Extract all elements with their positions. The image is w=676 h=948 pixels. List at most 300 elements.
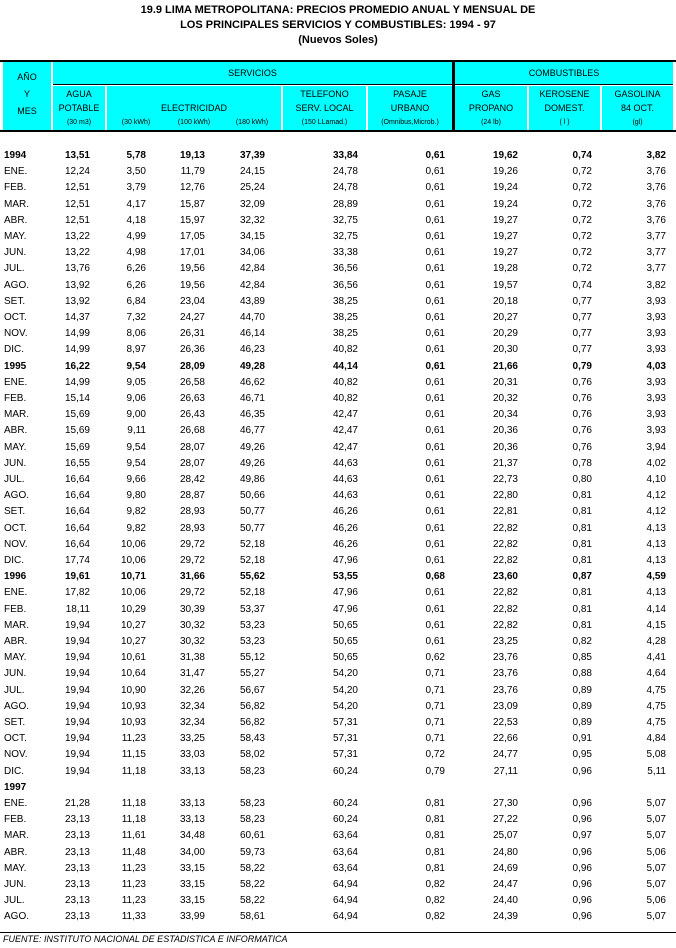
cell-elec-180: 32,09 bbox=[239, 198, 265, 210]
cell-mes: MAY. bbox=[4, 231, 27, 242]
cell-pasaje: 0,61 bbox=[425, 360, 445, 372]
cell-gasolina: 4,13 bbox=[646, 587, 666, 599]
cell-telefono: 46,26 bbox=[332, 522, 358, 534]
cell-elec-30: 8,97 bbox=[126, 344, 146, 356]
cell-elec-180: 49,26 bbox=[239, 457, 265, 469]
cell-agua: 23,13 bbox=[64, 895, 90, 907]
cell-elec-30: 9,00 bbox=[126, 409, 146, 421]
cell-kerosene: 0,96 bbox=[572, 862, 592, 874]
cell-elec-30: 9,80 bbox=[126, 490, 146, 502]
cell-pasaje: 0,61 bbox=[425, 182, 445, 194]
cell-elec-100: 32,26 bbox=[179, 684, 205, 696]
table-row bbox=[0, 148, 676, 164]
cell-mes: AGO. bbox=[4, 911, 30, 923]
cell-gas: 20,27 bbox=[492, 312, 518, 323]
cell-elec-180: 52,18 bbox=[239, 587, 265, 599]
cell-elec-100: 32,34 bbox=[179, 700, 205, 712]
header-gasolina bbox=[602, 86, 673, 130]
table-row bbox=[0, 537, 676, 553]
cell-agua: 23,13 bbox=[64, 879, 90, 890]
cell-elec-180: 25,24 bbox=[239, 182, 265, 194]
cell-gas: 22,66 bbox=[492, 733, 518, 745]
cell-pasaje: 0,61 bbox=[425, 263, 445, 275]
header-pasaje-unit: (Omnibus,Microb.) bbox=[381, 119, 439, 126]
cell-kerosene: 0,76 bbox=[572, 393, 592, 404]
cell-gasolina: 3,93 bbox=[646, 328, 666, 340]
header-agua-line2: POTABLE bbox=[58, 103, 100, 113]
cell-gas: 27,22 bbox=[492, 814, 518, 826]
cell-agua: 23,13 bbox=[64, 814, 90, 826]
table-row bbox=[0, 780, 676, 796]
cell-mes: JUL. bbox=[4, 684, 25, 696]
cell-elec-30: 10,27 bbox=[120, 619, 146, 631]
cell-telefono: 60,24 bbox=[332, 798, 358, 809]
cell-elec-100: 33,13 bbox=[179, 765, 205, 777]
cell-mes: ABR. bbox=[4, 214, 28, 226]
cell-gas: 20,32 bbox=[492, 393, 518, 404]
cell-agua: 16,64 bbox=[64, 474, 90, 485]
cell-telefono: 24,78 bbox=[332, 166, 358, 178]
cell-kerosene: 0,72 bbox=[572, 182, 592, 194]
cell-mes: MAY. bbox=[4, 441, 27, 453]
cell-telefono: 46,26 bbox=[332, 538, 358, 550]
table-row bbox=[0, 294, 676, 310]
cell-agua: 19,94 bbox=[64, 717, 90, 728]
cell-telefono: 33,84 bbox=[332, 150, 358, 161]
cell-elec-30: 9,82 bbox=[126, 506, 146, 518]
cell-pasaje: 0,61 bbox=[425, 555, 445, 566]
cell-gas: 19,26 bbox=[492, 166, 518, 178]
cell-gas: 19,27 bbox=[492, 231, 518, 242]
cell-elec-30: 4,99 bbox=[126, 231, 146, 242]
cell-pasaje: 0,61 bbox=[425, 344, 445, 356]
cell-agua: 14,37 bbox=[64, 312, 90, 323]
cell-elec-30: 7,32 bbox=[126, 312, 146, 323]
cell-gasolina: 5,07 bbox=[646, 879, 666, 890]
cell-elec-180: 58,23 bbox=[239, 798, 265, 809]
cell-kerosene: 0,91 bbox=[572, 733, 592, 745]
cell-elec-100: 33,13 bbox=[179, 798, 205, 809]
cell-pasaje: 0,81 bbox=[425, 814, 445, 826]
cell-elec-100: 28,07 bbox=[179, 441, 205, 453]
cell-elec-180: 34,15 bbox=[239, 231, 265, 242]
cell-elec-30: 10,06 bbox=[120, 538, 146, 550]
cell-agua: 17,82 bbox=[64, 587, 90, 599]
cell-telefono: 28,89 bbox=[332, 198, 358, 210]
cell-telefono: 64,94 bbox=[332, 911, 358, 923]
cell-agua: 19,94 bbox=[64, 733, 90, 745]
table-row bbox=[0, 828, 676, 844]
cell-elec-30: 9,54 bbox=[126, 457, 146, 469]
table-row bbox=[0, 245, 676, 261]
cell-gas: 23,76 bbox=[492, 668, 518, 680]
title-line-2: LOS PRINCIPALES SERVICIOS Y COMBUSTIBLES: 1994 - 97 bbox=[180, 19, 496, 31]
header-ker-unit: ( l ) bbox=[559, 119, 570, 126]
cell-telefono: 44,63 bbox=[332, 457, 358, 469]
cell-elec-100: 33,13 bbox=[179, 814, 205, 826]
cell-gas: 22,82 bbox=[492, 555, 518, 566]
cell-mes: ABR. bbox=[4, 846, 28, 858]
cell-elec-100: 15,97 bbox=[179, 214, 205, 226]
cell-pasaje: 0,79 bbox=[425, 765, 445, 777]
table-row bbox=[0, 715, 676, 731]
cell-mes: FEB. bbox=[4, 603, 27, 615]
cell-elec-100: 33,99 bbox=[179, 911, 205, 923]
table-row bbox=[0, 877, 676, 893]
cell-agua: 12,51 bbox=[64, 182, 90, 194]
table-row bbox=[0, 812, 676, 828]
cell-pasaje: 0,72 bbox=[425, 749, 445, 761]
cell-gasolina: 4,84 bbox=[646, 733, 666, 745]
cell-telefono: 42,47 bbox=[332, 441, 358, 453]
cell-mes: 1996 bbox=[4, 571, 27, 583]
cell-elec-180: 53,23 bbox=[239, 619, 265, 631]
header-gas-line1: GAS bbox=[481, 89, 501, 99]
cell-elec-30: 10,06 bbox=[120, 587, 146, 599]
cell-mes: FEB. bbox=[4, 182, 27, 194]
cell-telefono: 40,82 bbox=[332, 376, 358, 388]
header-agua-line1: AGUA bbox=[66, 89, 92, 99]
cell-gas: 22,82 bbox=[492, 603, 518, 615]
cell-telefono: 40,82 bbox=[332, 344, 358, 356]
cell-gasolina: 3,93 bbox=[646, 425, 666, 437]
cell-kerosene: 0,77 bbox=[572, 344, 592, 356]
cell-elec-30: 11,18 bbox=[121, 814, 146, 826]
cell-gas: 21,37 bbox=[492, 457, 518, 469]
header-section-divider bbox=[452, 60, 455, 132]
cell-gas: 23,60 bbox=[492, 571, 518, 583]
cell-kerosene: 0,81 bbox=[572, 506, 592, 518]
header-gas-unit: (24 lb) bbox=[481, 119, 501, 126]
cell-mes: JUL. bbox=[4, 895, 25, 907]
cell-telefono: 50,65 bbox=[332, 636, 358, 647]
cell-elec-100: 26,31 bbox=[179, 328, 205, 340]
cell-agua: 19,94 bbox=[64, 668, 90, 680]
cell-elec-30: 9,54 bbox=[126, 441, 146, 453]
cell-pasaje: 0,61 bbox=[425, 587, 445, 599]
cell-agua: 13,22 bbox=[64, 247, 90, 259]
table-row bbox=[0, 585, 676, 601]
cell-agua: 16,64 bbox=[64, 522, 90, 534]
cell-mes: MAR. bbox=[4, 409, 29, 421]
cell-elec-100: 33,15 bbox=[179, 862, 205, 874]
cell-elec-180: 46,62 bbox=[239, 376, 265, 388]
cell-gasolina: 3,93 bbox=[646, 376, 666, 388]
header-tel-line2: SERV. LOCAL bbox=[295, 103, 354, 113]
cell-elec-100: 19,13 bbox=[179, 150, 205, 161]
cell-kerosene: 0,96 bbox=[572, 879, 592, 890]
cell-mes: DIC. bbox=[4, 555, 24, 566]
cell-telefono: 36,56 bbox=[332, 279, 358, 291]
table-row bbox=[0, 602, 676, 618]
cell-gas: 22,82 bbox=[492, 538, 518, 550]
cell-kerosene: 0,77 bbox=[572, 312, 592, 323]
cell-gasolina: 4,13 bbox=[646, 555, 666, 566]
cell-agua: 23,13 bbox=[64, 862, 90, 874]
cell-kerosene: 0,80 bbox=[572, 474, 592, 485]
cell-gasolina: 5,06 bbox=[646, 895, 666, 907]
cell-gasolina: 3,76 bbox=[646, 214, 666, 226]
cell-gas: 20,36 bbox=[492, 441, 518, 453]
cell-pasaje: 0,71 bbox=[425, 700, 445, 712]
cell-gasolina: 4,13 bbox=[646, 538, 666, 550]
cell-pasaje: 0,82 bbox=[425, 911, 445, 923]
cell-kerosene: 0,81 bbox=[572, 538, 592, 550]
cell-kerosene: 0,76 bbox=[572, 441, 592, 453]
cell-kerosene: 0,81 bbox=[572, 603, 592, 615]
cell-pasaje: 0,71 bbox=[425, 733, 445, 745]
cell-gasolina: 4,14 bbox=[646, 603, 666, 615]
cell-mes: DIC. bbox=[4, 765, 24, 777]
header-gasol-line1: GASOLINA bbox=[614, 89, 661, 99]
cell-elec-30: 11,33 bbox=[121, 911, 146, 923]
cell-mes: ABR. bbox=[4, 636, 28, 647]
cell-mes: NOV. bbox=[4, 538, 28, 550]
cell-pasaje: 0,61 bbox=[425, 474, 445, 485]
header-mes: MES bbox=[17, 106, 37, 116]
cell-gasolina: 5,06 bbox=[646, 846, 666, 858]
cell-elec-100: 28,07 bbox=[179, 457, 205, 469]
cell-elec-180: 58,02 bbox=[239, 749, 265, 761]
cell-mes: FEB. bbox=[4, 393, 27, 404]
cell-elec-180: 46,23 bbox=[239, 344, 265, 356]
title-line-3: (Nuevos Soles) bbox=[298, 34, 378, 46]
cell-pasaje: 0,61 bbox=[425, 603, 445, 615]
cell-gas: 20,31 bbox=[492, 376, 518, 388]
cell-gas: 22,82 bbox=[492, 619, 518, 631]
table-row bbox=[0, 456, 676, 472]
cell-telefono: 64,94 bbox=[332, 895, 358, 907]
cell-gas: 24,39 bbox=[492, 911, 518, 923]
cell-agua: 13,76 bbox=[64, 263, 90, 275]
cell-agua: 17,74 bbox=[64, 555, 90, 566]
cell-elec-180: 50,77 bbox=[239, 522, 265, 534]
cell-telefono: 42,47 bbox=[332, 425, 358, 437]
cell-agua: 23,13 bbox=[64, 911, 90, 923]
cell-telefono: 32,75 bbox=[332, 214, 358, 226]
cell-gas: 19,28 bbox=[492, 263, 518, 275]
cell-elec-100: 33,15 bbox=[179, 895, 205, 907]
cell-telefono: 50,65 bbox=[332, 652, 358, 664]
cell-pasaje: 0,61 bbox=[425, 198, 445, 210]
cell-pasaje: 0,61 bbox=[425, 457, 445, 469]
cell-gas: 19,57 bbox=[492, 279, 518, 291]
cell-gas: 20,29 bbox=[492, 328, 518, 340]
cell-elec-30: 11,23 bbox=[121, 895, 146, 907]
cell-mes: OCT. bbox=[4, 522, 27, 534]
cell-mes: OCT. bbox=[4, 312, 27, 323]
cell-mes: 1997 bbox=[4, 781, 27, 793]
cell-gasolina: 4,75 bbox=[646, 717, 666, 728]
cell-gasolina: 4,75 bbox=[646, 684, 666, 696]
table-row bbox=[0, 164, 676, 180]
cell-telefono: 57,31 bbox=[332, 733, 358, 745]
cell-elec-30: 11,18 bbox=[121, 798, 146, 809]
table-row bbox=[0, 909, 676, 925]
table-row bbox=[0, 278, 676, 294]
cell-elec-180: 44,70 bbox=[239, 312, 265, 323]
table-row bbox=[0, 861, 676, 877]
cell-pasaje: 0,61 bbox=[425, 214, 445, 226]
cell-telefono: 46,26 bbox=[332, 506, 358, 518]
cell-kerosene: 0,89 bbox=[572, 684, 592, 696]
cell-gasolina: 4,03 bbox=[646, 360, 666, 372]
cell-pasaje: 0,61 bbox=[425, 506, 445, 518]
cell-agua: 19,61 bbox=[64, 571, 90, 583]
cell-pasaje: 0,61 bbox=[425, 295, 445, 307]
table-bottom-rule bbox=[0, 932, 676, 933]
header-pasaje-line2: URBANO bbox=[390, 103, 430, 113]
cell-elec-180: 46,71 bbox=[239, 393, 265, 404]
cell-gasolina: 3,93 bbox=[646, 295, 666, 307]
cell-gasolina: 4,41 bbox=[646, 652, 666, 664]
cell-elec-30: 9,54 bbox=[126, 360, 146, 372]
cell-agua: 19,94 bbox=[64, 684, 90, 696]
header-elec-unit-180: (180 kWh) bbox=[235, 119, 269, 126]
cell-telefono: 44,63 bbox=[332, 474, 358, 485]
cell-agua: 13,51 bbox=[64, 150, 90, 161]
cell-gasolina: 3,76 bbox=[646, 182, 666, 194]
cell-elec-100: 24,27 bbox=[179, 312, 205, 323]
cell-agua: 12,51 bbox=[64, 214, 90, 226]
header-servicios-rule bbox=[53, 84, 452, 85]
header-ker-line1: KEROSENE bbox=[539, 89, 590, 99]
table-row bbox=[0, 634, 676, 650]
cell-agua: 19,94 bbox=[64, 749, 90, 761]
cell-elec-30: 3,79 bbox=[126, 182, 146, 194]
cell-elec-180: 42,84 bbox=[239, 279, 265, 291]
cell-pasaje: 0,61 bbox=[425, 312, 445, 323]
cell-telefono: 24,78 bbox=[332, 182, 358, 194]
cell-elec-100: 29,72 bbox=[179, 555, 205, 566]
cell-elec-100: 30,32 bbox=[179, 619, 205, 631]
cell-kerosene: 0,96 bbox=[572, 846, 592, 858]
cell-mes: MAR. bbox=[4, 830, 29, 842]
cell-pasaje: 0,61 bbox=[425, 619, 445, 631]
cell-gas: 19,62 bbox=[492, 150, 518, 161]
cell-elec-30: 6,26 bbox=[126, 279, 146, 291]
cell-gas: 22,53 bbox=[492, 717, 518, 728]
cell-elec-30: 11,48 bbox=[121, 846, 146, 858]
header-elec-unit-30: (30 kWh) bbox=[121, 119, 151, 126]
cell-mes: MAY. bbox=[4, 862, 27, 874]
cell-elec-30: 10,93 bbox=[120, 700, 146, 712]
table-row bbox=[0, 553, 676, 569]
cell-gasolina: 3,77 bbox=[646, 231, 666, 242]
cell-gasolina: 3,77 bbox=[646, 263, 666, 275]
cell-gas: 23,76 bbox=[492, 684, 518, 696]
cell-pasaje: 0,61 bbox=[425, 150, 445, 161]
table-row bbox=[0, 731, 676, 747]
table-row bbox=[0, 764, 676, 780]
cell-agua: 13,22 bbox=[64, 231, 90, 242]
cell-elec-100: 33,15 bbox=[179, 879, 205, 890]
cell-elec-100: 33,03 bbox=[179, 749, 205, 761]
cell-gas: 24,80 bbox=[492, 846, 518, 858]
cell-elec-100: 28,87 bbox=[179, 490, 205, 502]
cell-gas: 24,77 bbox=[492, 749, 518, 761]
cell-agua: 16,64 bbox=[64, 538, 90, 550]
cell-gas: 27,30 bbox=[492, 798, 518, 809]
cell-gasolina: 4,12 bbox=[646, 506, 666, 518]
cell-elec-30: 6,26 bbox=[126, 263, 146, 275]
cell-telefono: 60,24 bbox=[332, 765, 358, 777]
cell-elec-100: 31,47 bbox=[179, 668, 205, 680]
cell-gasolina: 3,82 bbox=[646, 150, 666, 161]
cell-mes: JUN. bbox=[4, 457, 27, 469]
cell-mes: SET. bbox=[4, 506, 26, 518]
source-note: FUENTE: INSTITUTO NACIONAL DE ESTADISTICA E INFORMATICA bbox=[3, 934, 288, 944]
cell-agua: 14,99 bbox=[64, 328, 90, 340]
cell-gasolina: 5,07 bbox=[646, 862, 666, 874]
table-row bbox=[0, 699, 676, 715]
header-y: Y bbox=[23, 89, 30, 99]
cell-elec-100: 26,63 bbox=[179, 393, 205, 404]
cell-gas: 23,76 bbox=[492, 652, 518, 664]
cell-elec-100: 29,72 bbox=[179, 538, 205, 550]
cell-elec-30: 11,61 bbox=[121, 830, 146, 842]
cell-gas: 19,24 bbox=[492, 198, 518, 210]
cell-gas: 20,30 bbox=[492, 344, 518, 356]
cell-elec-180: 55,27 bbox=[239, 668, 265, 680]
cell-agua: 23,13 bbox=[64, 846, 90, 858]
cell-elec-180: 60,61 bbox=[239, 830, 265, 842]
cell-elec-180: 53,37 bbox=[239, 603, 265, 615]
cell-mes: MAY. bbox=[4, 652, 27, 664]
cell-kerosene: 0,96 bbox=[572, 911, 592, 923]
cell-kerosene: 0,72 bbox=[572, 166, 592, 178]
cell-kerosene: 0,76 bbox=[572, 409, 592, 421]
header-combustibles: COMBUSTIBLES bbox=[455, 62, 673, 84]
table-row bbox=[0, 504, 676, 520]
table-header bbox=[0, 60, 676, 132]
header-pasaje bbox=[368, 86, 452, 130]
cell-gas: 20,36 bbox=[492, 425, 518, 437]
cell-elec-180: 55,62 bbox=[239, 571, 265, 583]
header-tel-line1: TELEFONO bbox=[300, 89, 349, 99]
cell-elec-180: 52,18 bbox=[239, 538, 265, 550]
cell-mes: JUN. bbox=[4, 247, 27, 259]
cell-kerosene: 0,72 bbox=[572, 214, 592, 226]
header-telefono bbox=[283, 86, 366, 130]
cell-kerosene: 0,76 bbox=[572, 376, 592, 388]
cell-gas: 19,27 bbox=[492, 247, 518, 259]
cell-mes: 1995 bbox=[4, 360, 27, 372]
cell-agua: 14,99 bbox=[64, 344, 90, 356]
cell-agua: 13,92 bbox=[64, 295, 90, 307]
cell-telefono: 57,31 bbox=[332, 717, 358, 728]
cell-kerosene: 0,74 bbox=[572, 150, 592, 161]
cell-pasaje: 0,61 bbox=[425, 538, 445, 550]
cell-kerosene: 0,81 bbox=[572, 619, 592, 631]
table-row bbox=[0, 796, 676, 812]
table-row bbox=[0, 683, 676, 699]
cell-gasolina: 5,08 bbox=[646, 749, 666, 761]
table-row bbox=[0, 180, 676, 196]
cell-elec-180: 59,73 bbox=[239, 846, 265, 858]
cell-pasaje: 0,61 bbox=[425, 522, 445, 534]
header-kerosene bbox=[529, 86, 600, 130]
cell-pasaje: 0,81 bbox=[425, 798, 445, 809]
cell-agua: 16,22 bbox=[64, 360, 90, 372]
cell-elec-100: 26,36 bbox=[179, 344, 205, 356]
cell-gas: 27,11 bbox=[493, 765, 518, 777]
cell-gasolina: 4,75 bbox=[646, 700, 666, 712]
cell-gas: 24,47 bbox=[492, 879, 518, 890]
table-row bbox=[0, 521, 676, 537]
header-servicios: SERVICIOS bbox=[53, 62, 452, 84]
cell-kerosene: 0,96 bbox=[572, 765, 592, 777]
